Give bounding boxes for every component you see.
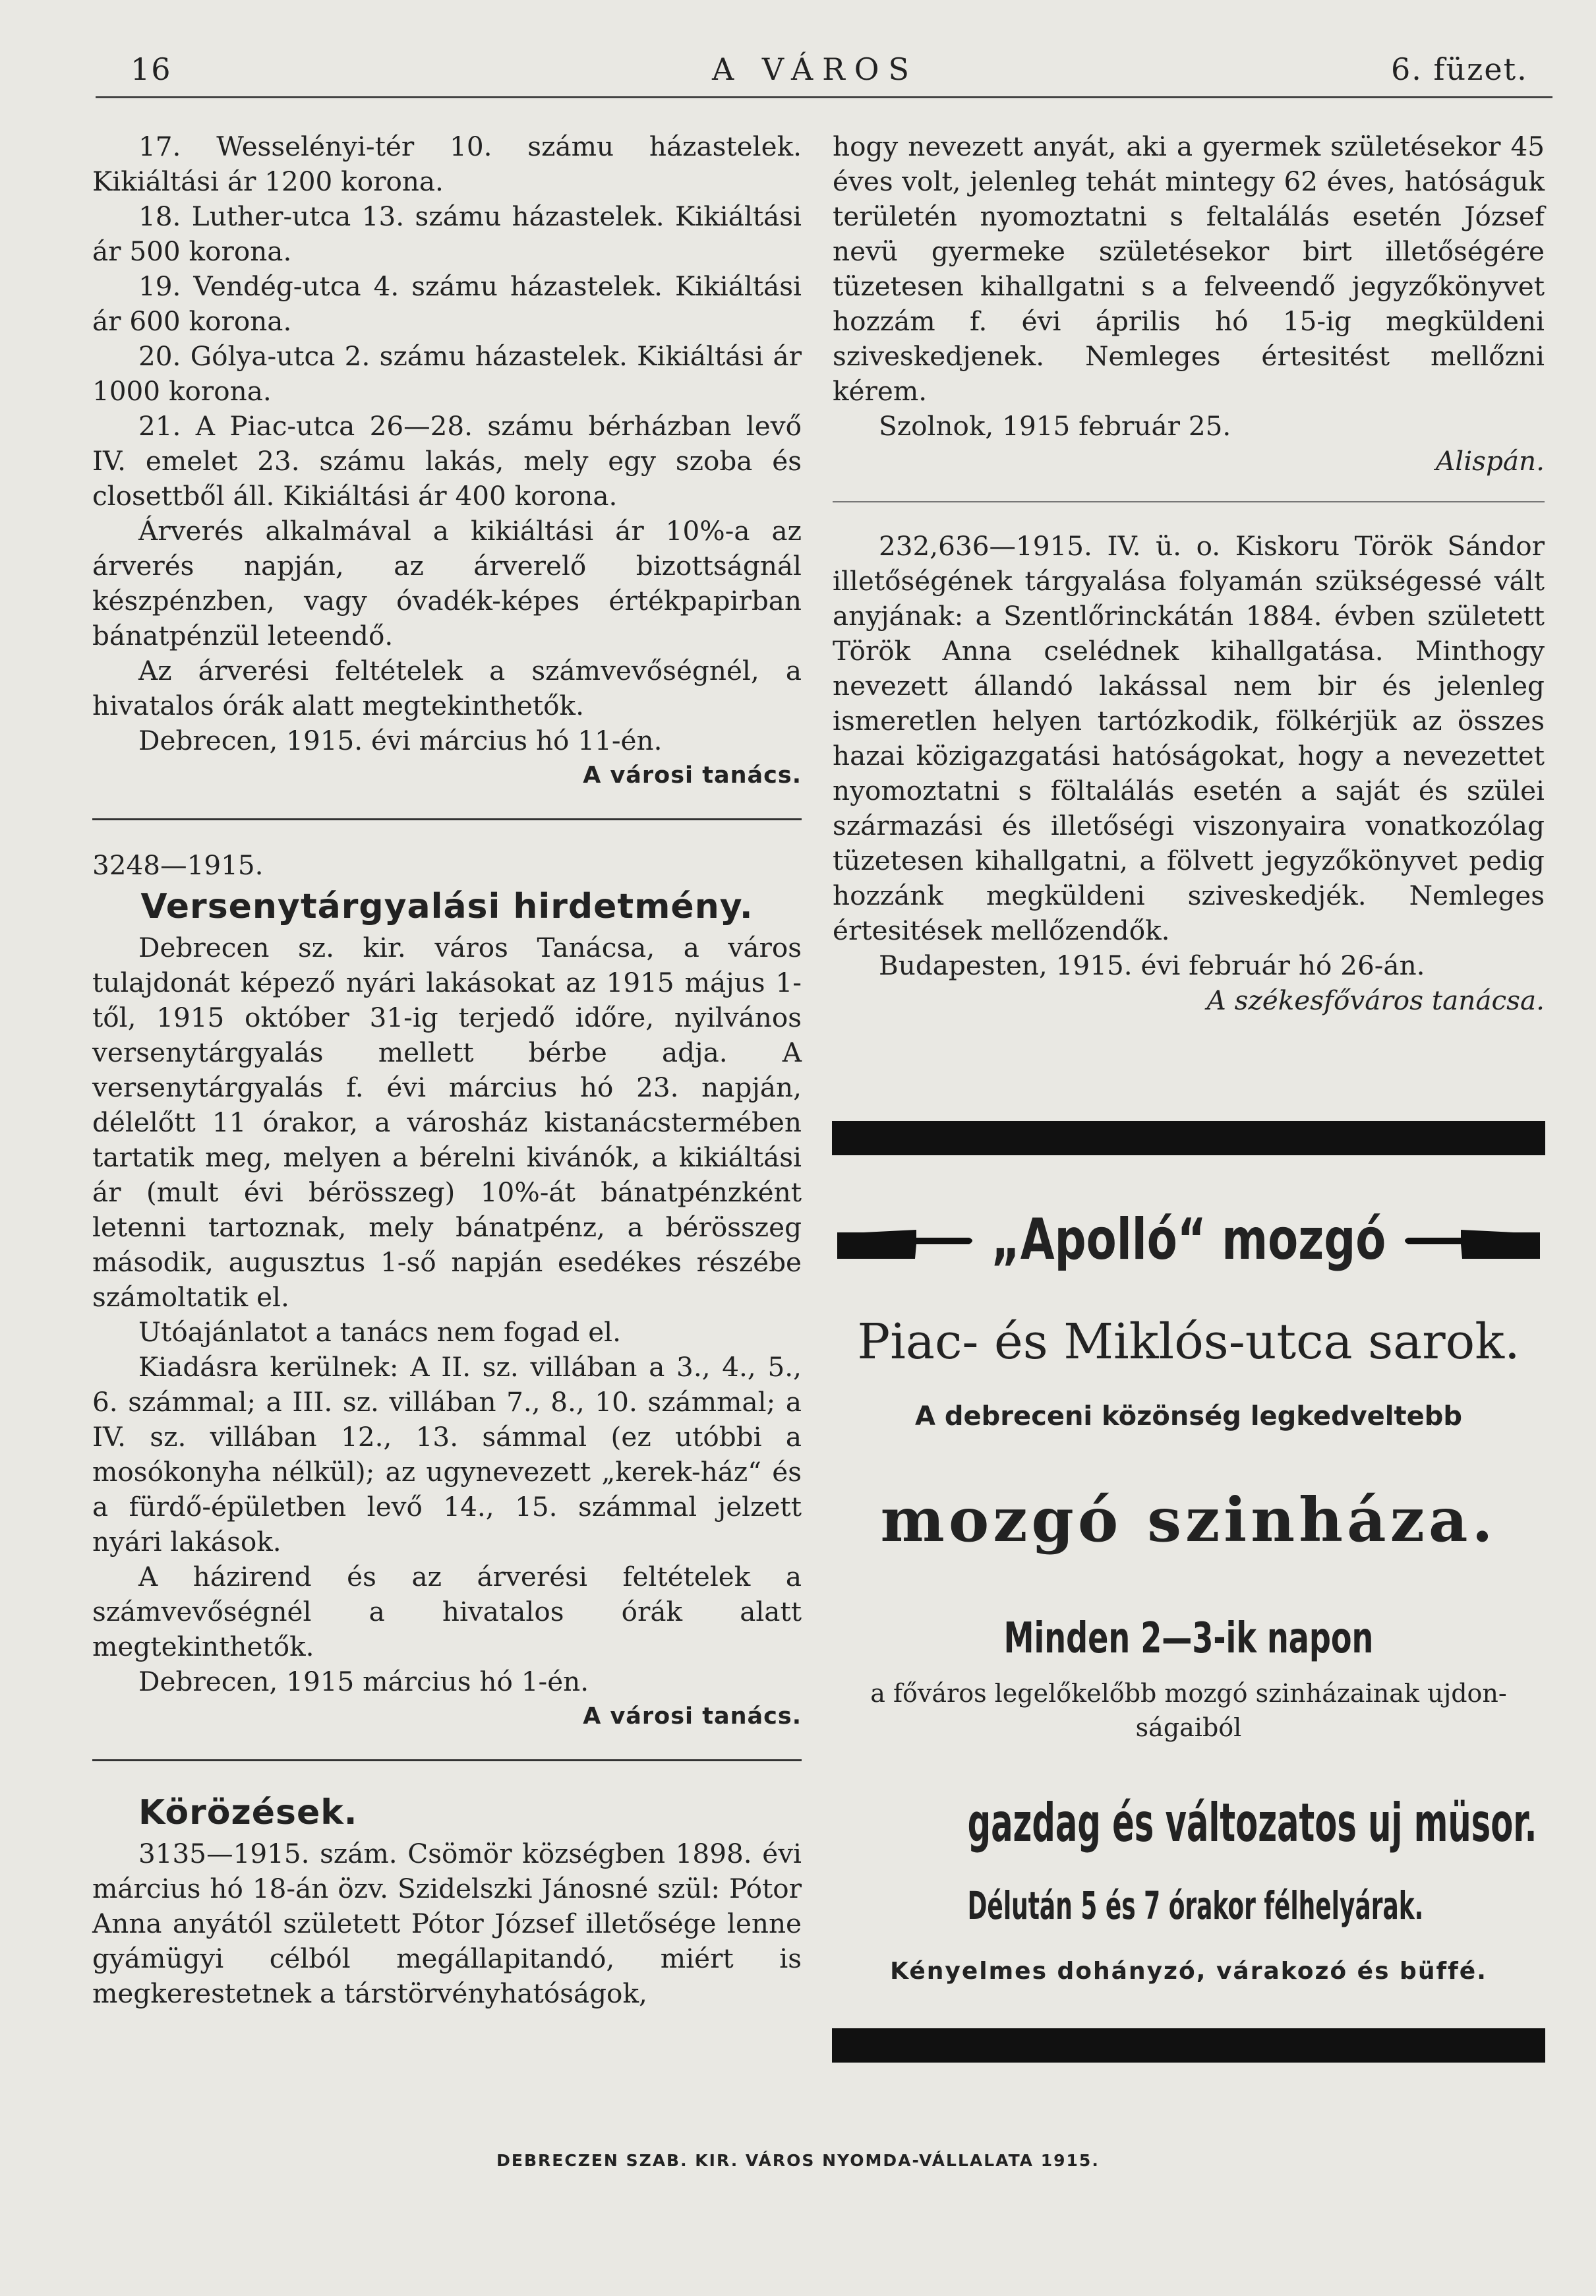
printer-imprint: DEBRECZEN SZAB. KIR. VÁROS NYOMDA-VÁLLALATA 1915. (496, 2151, 1100, 2170)
auction-item: 17. Wesselényi-tér 10. számu házastelek. Kikiáltási ár 1200 korona. (92, 131, 802, 197)
ad-title: „Apolló“ mozgó (991, 1207, 1386, 1273)
section-divider (833, 501, 1545, 502)
ad-amenities: Kényelmes dohányzó, várakozó és büffé. (890, 1958, 1487, 1985)
auction-list (92, 129, 802, 514)
tender-heading: Versenytárgyalási hirdetmény. (140, 887, 754, 926)
ad-bottom-bar (832, 2028, 1545, 2063)
wanted-text: 3135—1915. szám. Csömör községben 1898. évi március hó 18-án özv. Szidelszki Jánosné szül: Pótor Anna anyától született Pótor József illetősége lenne gyámügyi célból megállapitandó, miért is megkerestetnek a társtörvényhatóságok, (92, 1838, 802, 2009)
wanted-heading: Körözések. (138, 1793, 358, 1832)
header-rule (96, 96, 1552, 98)
ad-title-row (832, 1200, 1545, 1279)
section-divider (92, 818, 802, 820)
auction-deposit: Árverés alkalmával a kikiáltási ár 10%-a az árverés napján, az árverelő bizottságnál készpénzben, vagy óvadék-képes értékpapirban bánatpénzül leteendő. (92, 515, 802, 651)
auction-signature: A városi tanács. (583, 762, 802, 789)
journal-title: A VÁROS (712, 51, 919, 87)
continued-date: Szolnok, 1915 február 25. (879, 410, 1231, 442)
continued-signature: Alispán. (1436, 445, 1545, 477)
cinema-advertisement (832, 1121, 1545, 2147)
tender-paragraph: Utóajánlatot a tanács nem fogad el. (138, 1316, 622, 1348)
ad-description-line-2: ságaiból (1135, 1713, 1242, 1742)
ad-matinee: Délután 5 és 7 órakor félhelyárak. (967, 1883, 1424, 1928)
auction-item: 19. Vendég-utca 4. számu házastelek. Kikiáltási ár 600 korona. (92, 270, 802, 337)
auction-date: Debrecen, 1915. évi március hó 11-én. (138, 725, 663, 756)
tender-signature: A városi tanács. (583, 1703, 802, 1730)
tender-paragraph: Debrecen sz. kir. város Tanácsa, a város tulajdonát képező nyári lakásokat az 1915 május 1-től, 1915 október 31-ig terjedő időre, nyilvános versenytárgyalás mellett bérbe adja. A versenytárgyalás f. évi március hó 23. napján, délelőtt 11 órakor, a városház kistanácstermében tartatik meg, melyen a bérelni kivánók, a kikiáltási ár (mult évi bérösszeg) 10%-át bánatpénzként letenni tartoznak, mely bánatpénz, a bérösszeg második, augusztus 1-ső napján esedékes részébe számoltatik el. (92, 932, 802, 1313)
right-column (833, 129, 1545, 1018)
tender-paragraph: A házirend és az árverési feltételek a számvevőségnél a hivatalos órák alatt megtekinthetők. (92, 1561, 802, 1662)
left-column (92, 129, 802, 2011)
auction-item: 20. Gólya-utca 2. számu házastelek. Kikiáltási ár 1000 korona. (92, 340, 802, 407)
tender-date: Debrecen, 1915 március hó 1-én. (138, 1666, 589, 1697)
ad-top-bar (832, 1121, 1545, 1155)
tender-number: 3248—1915. (92, 849, 264, 881)
page-number: 16 (131, 51, 172, 87)
ad-tagline: A debreceni közönség legkedveltebb (914, 1401, 1463, 1432)
second-notice: 232,636—1915. IV. ü. o. Kiskoru Török Sándor illetőségének tárgyalása folyamán szükségessé vált anyjának: a Szentlőrinckátán 1884. évben született Török Anna cselédnek kihallgatása. Minthogy nevezett állandó lakással nem bir és jelenleg ismeretlen helyen tartózkodik, fölkérjük az összes hazai közigazgatási hatóságokat, hogy a nevezettet nyomoztatni s föltalálás esetén a saját és szülei származási és illetőségi viszonyaira vonatkozólag tüzetesen kihallgatni, a fölvett jegyzőkönyvet pedig hozzánk megküldeni sziveskedjék. Nemleges értesitések mellőzendők. (833, 530, 1545, 946)
ad-big-line: mozgó szinháza. (880, 1484, 1497, 1556)
continued-text: hogy nevezett anyát, aki a gyermek születésekor 45 éves volt, jelenleg tehát mintegy 62 éves, hatóságuk területén nyomoztatni s feltalálás esetén József nevü gyermeke születésekor birt illetőségére tüzetesen kihallgatni s a felveendő jegyzőkönyvet hozzám f. évi április hó 15-ig megküldeni sziveskedjenek. Nemleges értesitést mellőzni kérem. (833, 131, 1545, 407)
ad-program: gazdag és változatos uj müsor. (967, 1792, 1537, 1854)
second-date: Budapesten, 1915. évi február hó 26-án. (879, 950, 1425, 981)
section-divider (92, 1759, 802, 1761)
pointing-hand-left-icon (1402, 1223, 1540, 1265)
auction-terms: Az árverési feltételek a számvevőségnél, a hivatalos órák alatt megtekinthetők. (92, 655, 802, 721)
ad-description-line-1: a főváros legelőkelőbb mozgó szinházainak ujdon- (870, 1679, 1507, 1708)
second-signature: A székesfőváros tanácsa. (1206, 984, 1545, 1016)
ad-address: Piac- és Miklós-utca sarok. (857, 1314, 1520, 1370)
issue-number: 6. füzet. (1391, 51, 1528, 87)
auction-item: 18. Luther-utca 13. számu házastelek. Kikiáltási ár 500 korona. (92, 200, 802, 267)
auction-item: 21. A Piac-utca 26—28. számu bérházban levő IV. emelet 23. számu lakás, mely egy szoba és closettből áll. Kikiáltási ár 400 korona. (92, 410, 802, 512)
tender-paragraph: Kiadásra kerülnek: A II. sz. villában a 3., 4., 5., 6. számmal; a III. sz. villában 7., 8., 10. számmal; a IV. sz. villában 12., 13. sámmal (ez utóbbi a mosókonyha nélkül); az ugynevezett „kerek-ház“ és a fürdő-épületben levő 14., 15. számmal jelzett nyári lakások. (92, 1351, 802, 1557)
ad-schedule: Minden 2—3-ik napon (1003, 1614, 1374, 1663)
